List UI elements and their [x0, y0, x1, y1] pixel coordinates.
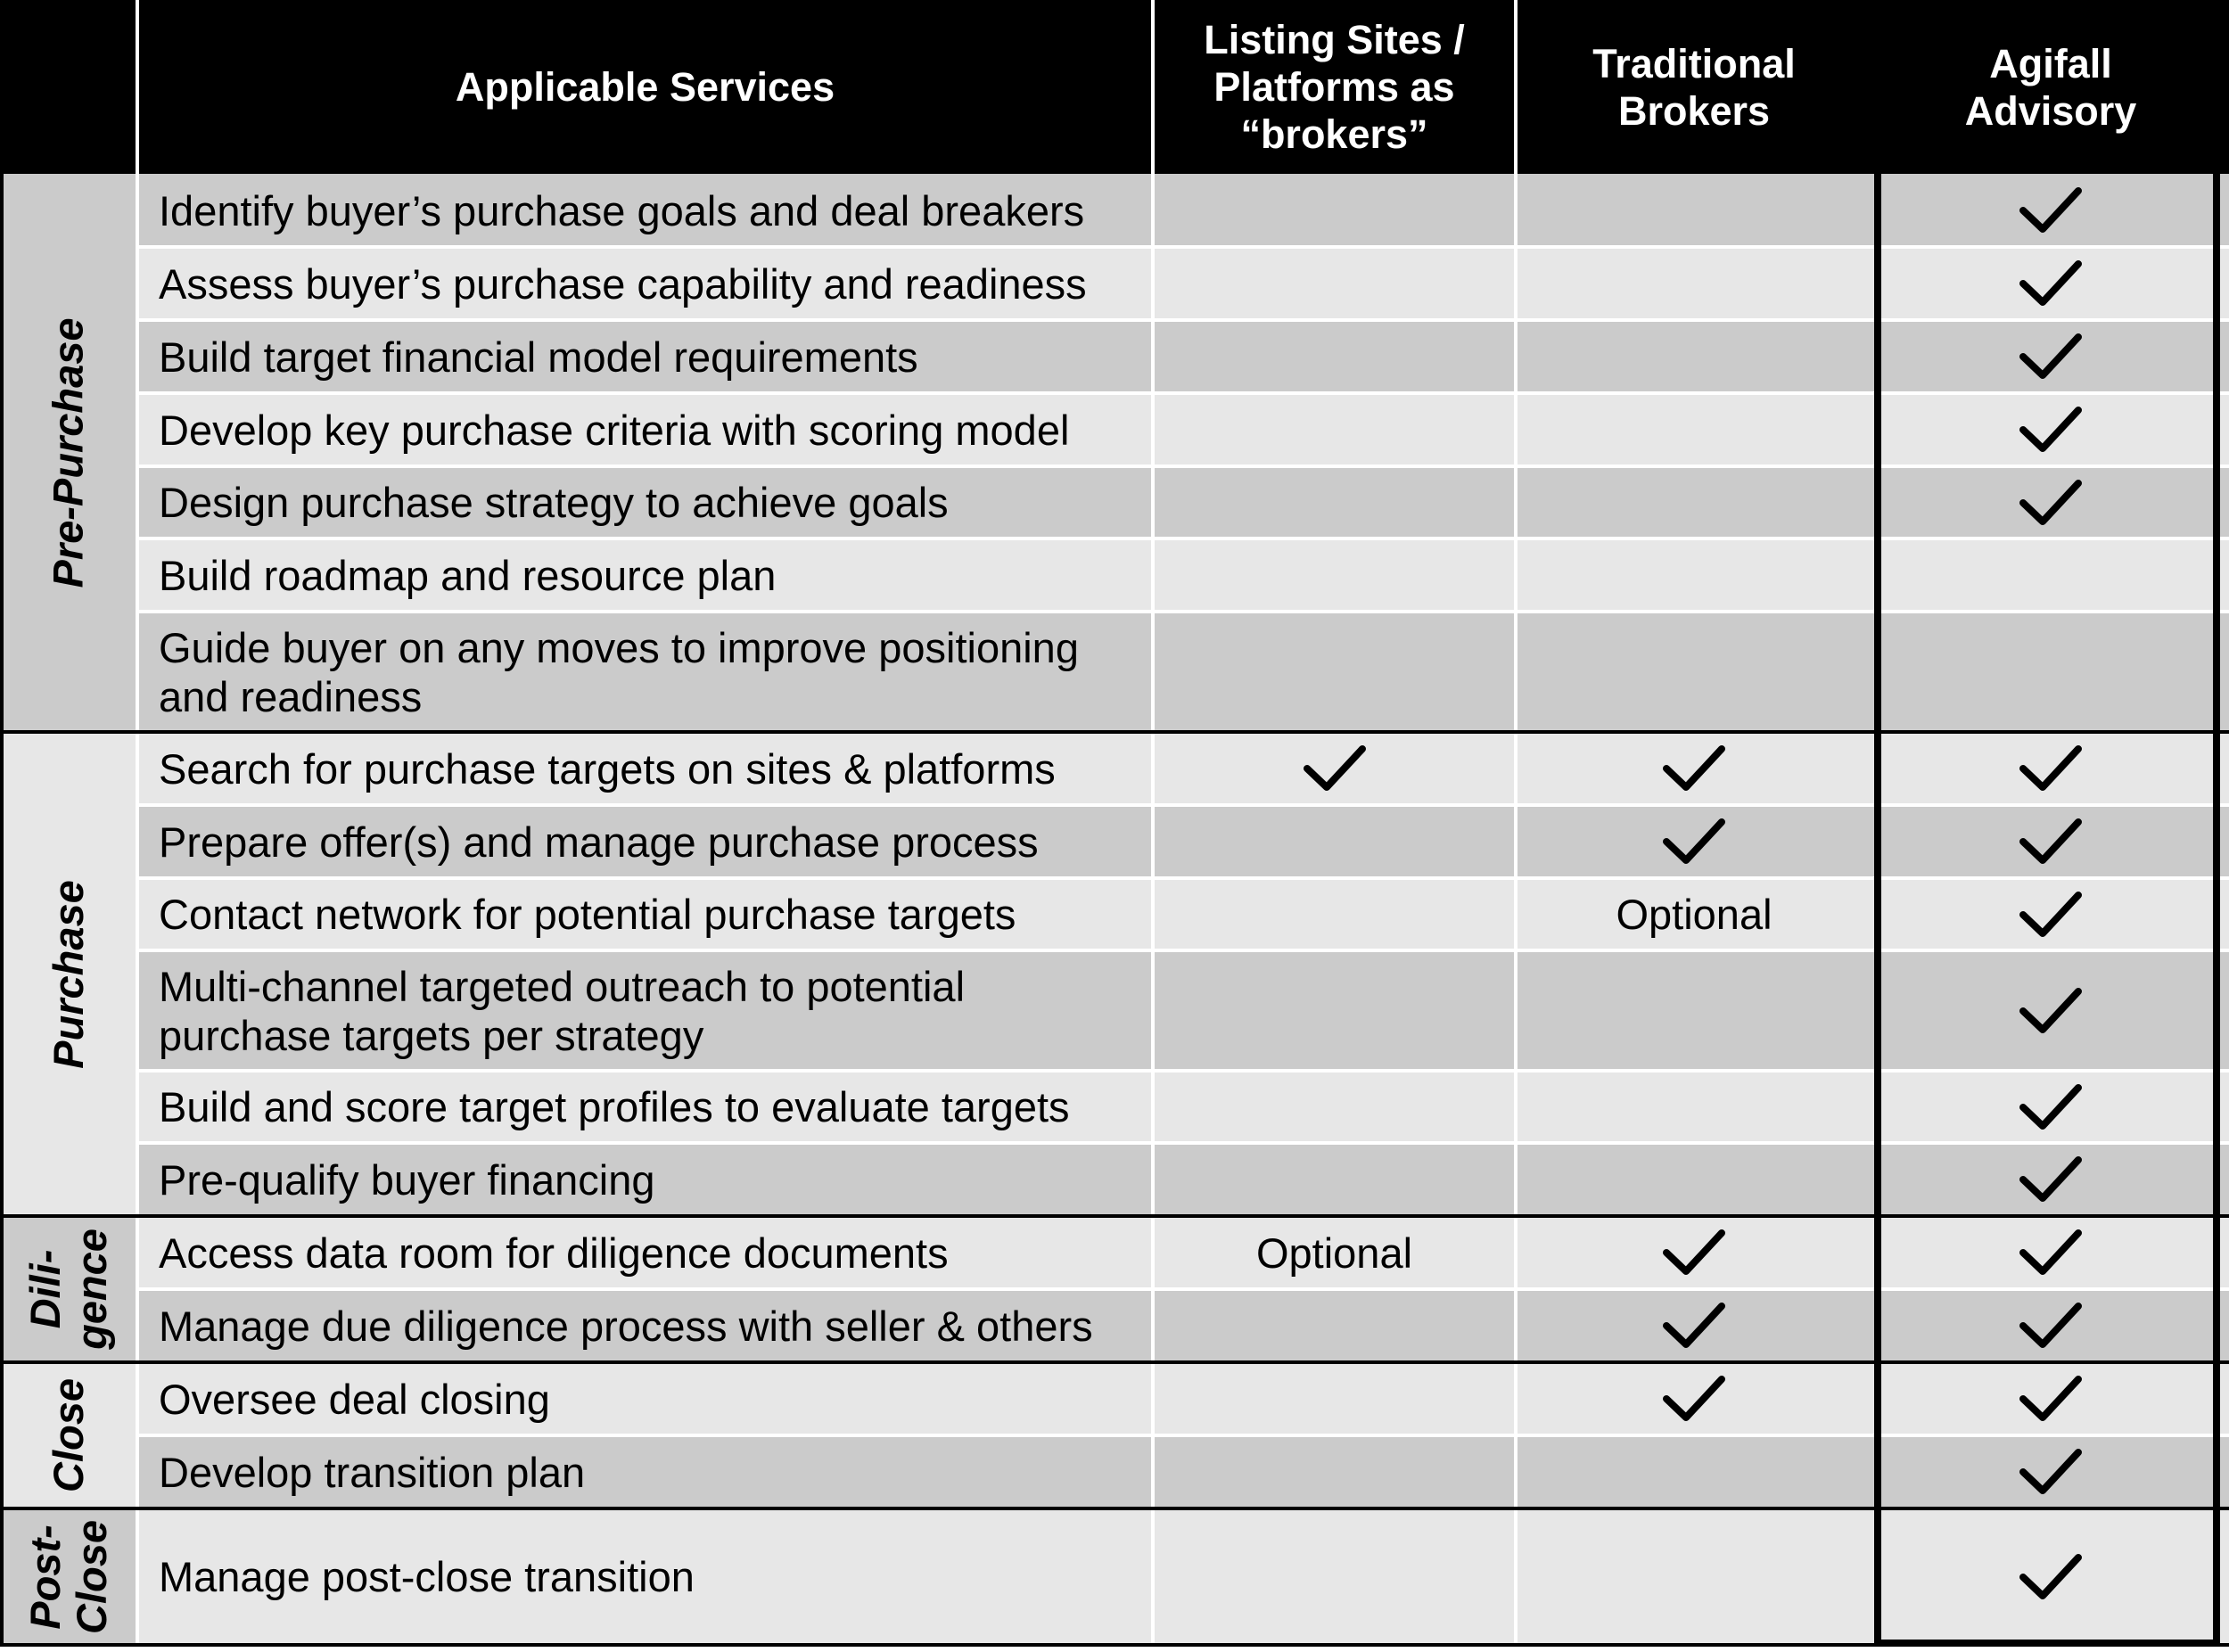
checkmark-icon — [1662, 744, 1726, 793]
service-cell — [137, 1508, 1153, 1645]
phase-separator-overlay — [137, 1360, 2229, 1364]
brokers-cell — [1516, 1216, 1872, 1289]
header-applicable-services — [137, 0, 1153, 174]
service-cell — [137, 805, 1153, 878]
listing-cell — [1153, 1435, 1516, 1508]
agifall-cell — [1872, 174, 2229, 247]
row-divider — [137, 949, 2229, 952]
service-text — [159, 962, 965, 1060]
listing-cell — [1153, 1508, 1516, 1645]
service-cell — [137, 393, 1153, 466]
service-text-line: Oversee deal closing — [159, 1375, 550, 1423]
header-label-line: Agifall — [1989, 40, 2112, 86]
header-label-line: Advisory — [1964, 87, 2137, 134]
service-text-line: purchase targets per strategy — [159, 1011, 704, 1059]
brokers-value: Optional — [1616, 891, 1773, 938]
listing-cell — [1153, 878, 1516, 950]
row-divider — [137, 245, 2229, 249]
phase-label — [45, 880, 92, 1069]
service-text — [159, 1155, 654, 1204]
brokers-cell — [1516, 732, 1872, 805]
phase-cell — [0, 1216, 137, 1362]
service-text — [159, 1552, 695, 1601]
service-text — [159, 1229, 949, 1278]
service-text-line: Build roadmap and resource plan — [159, 551, 777, 599]
service-cell — [137, 878, 1153, 950]
listing-cell — [1153, 466, 1516, 538]
row-divider — [137, 803, 2229, 807]
service-text — [159, 818, 1039, 867]
table-bottom-border — [0, 1643, 2229, 1647]
row-divider — [137, 464, 2229, 468]
listing-cell — [1153, 1216, 1516, 1289]
checkmark-icon — [1662, 1374, 1726, 1424]
service-cell — [137, 1216, 1153, 1289]
listing-cell — [1153, 612, 1516, 732]
brokers-cell — [1516, 878, 1872, 950]
phase-separator-overlay — [137, 730, 2229, 734]
agifall-cell — [1872, 612, 2229, 732]
agifall-cell — [1872, 320, 2229, 393]
header-phase-cell — [0, 0, 137, 174]
service-text — [159, 259, 1087, 308]
phase-label-line: Dili- — [21, 1249, 69, 1329]
service-text-line: Prepare offer(s) and manage purchase process — [159, 818, 1039, 866]
checkmark-icon — [2019, 1228, 2083, 1278]
row-divider — [137, 391, 2229, 395]
brokers-cell — [1516, 1362, 1872, 1435]
phase-label-line: gence — [68, 1229, 115, 1350]
service-text-line: Identify buyer’s purchase goals and deal breakers — [159, 186, 1085, 234]
phase-label-line: Close — [45, 1378, 92, 1492]
agifall-column-border — [1874, 174, 1881, 1645]
listing-cell — [1153, 320, 1516, 393]
agifall-cell — [1872, 950, 2229, 1071]
service-text-line: Develop transition plan — [159, 1448, 586, 1496]
row-divider — [137, 1434, 2229, 1437]
listing-value: Optional — [1255, 1229, 1413, 1277]
agifall-column-border — [2213, 174, 2220, 1645]
checkmark-icon — [2019, 1301, 2083, 1351]
agifall-cell — [1872, 1435, 2229, 1508]
checkmark-icon — [2019, 890, 2083, 940]
service-cell — [137, 732, 1153, 805]
service-text — [159, 623, 1079, 721]
service-text-line: Assess buyer’s purchase capability and readiness — [159, 259, 1087, 308]
service-cell — [137, 1071, 1153, 1143]
listing-cell — [1153, 1362, 1516, 1435]
checkmark-icon — [1303, 744, 1367, 793]
service-text — [159, 406, 1069, 455]
header-label — [1592, 40, 1796, 135]
service-text-line: Manage post-close transition — [159, 1553, 695, 1600]
brokers-cell — [1516, 320, 1872, 393]
service-text — [159, 1082, 1070, 1131]
phase-label — [45, 317, 92, 588]
service-cell — [137, 612, 1153, 732]
agifall-cell — [1872, 805, 2229, 878]
service-text — [159, 1375, 550, 1424]
phase-label-line: Close — [68, 1519, 115, 1634]
service-text-line: Multi-channel targeted outreach to potential — [159, 962, 966, 1010]
agifall-cell — [1872, 1362, 2229, 1435]
brokers-cell — [1516, 538, 1872, 612]
service-cell — [137, 950, 1153, 1071]
service-text — [159, 186, 1084, 235]
row-divider — [137, 1287, 2229, 1291]
listing-cell — [1153, 174, 1516, 247]
service-text-line: Pre-qualify buyer financing — [159, 1155, 655, 1204]
agifall-cell — [1872, 1071, 2229, 1143]
agifall-cell — [1872, 466, 2229, 538]
checkmark-icon — [2019, 332, 2083, 382]
row-divider — [137, 876, 2229, 880]
listing-cell — [1153, 538, 1516, 612]
header-listing-sites — [1153, 0, 1516, 174]
service-cell — [137, 466, 1153, 538]
agifall-cell — [1872, 1216, 2229, 1289]
phase-label-line: Pre-Purchase — [45, 317, 93, 588]
listing-cell — [1153, 805, 1516, 878]
service-text-line: Manage due diligence process with seller & others — [159, 1302, 1093, 1350]
header-traditional-brokers — [1516, 0, 1872, 174]
phase-separator-overlay — [137, 1214, 2229, 1218]
brokers-cell — [1516, 805, 1872, 878]
listing-cell — [1153, 1289, 1516, 1362]
service-text — [159, 1302, 1093, 1351]
service-text-line: Access data room for diligence documents — [159, 1229, 949, 1277]
checkmark-icon — [2019, 986, 2083, 1036]
checkmark-icon — [2019, 1155, 2083, 1204]
row-divider — [137, 1069, 2229, 1073]
service-cell — [137, 174, 1153, 247]
checkmark-icon — [2019, 744, 2083, 793]
checkmark-icon — [1662, 1228, 1726, 1278]
checkmark-icon — [2019, 259, 2083, 308]
brokers-cell — [1516, 1143, 1872, 1216]
brokers-cell — [1516, 1071, 1872, 1143]
checkmark-icon — [2019, 405, 2083, 455]
header-label-line: Platforms as — [1213, 64, 1455, 110]
checkmark-icon — [1662, 817, 1726, 867]
service-cell — [137, 247, 1153, 320]
listing-cell — [1153, 950, 1516, 1071]
agifall-cell — [1872, 1143, 2229, 1216]
agifall-cell — [1872, 247, 2229, 320]
listing-cell — [1153, 393, 1516, 466]
listing-cell — [1153, 732, 1516, 805]
phase-label — [22, 1520, 115, 1634]
brokers-cell — [1516, 612, 1872, 732]
service-text — [159, 333, 918, 382]
header-label — [1965, 40, 2137, 135]
phase-label-line: Post- — [21, 1524, 69, 1630]
service-text-line: Design purchase strategy to achieve goals — [159, 479, 949, 526]
header-label — [1204, 16, 1465, 158]
listing-cell — [1153, 247, 1516, 320]
row-divider — [137, 1141, 2229, 1145]
header-label-line: Brokers — [1617, 87, 1771, 134]
phase-cell — [0, 174, 137, 732]
agifall-cell — [1872, 393, 2229, 466]
brokers-cell — [1516, 1435, 1872, 1508]
checkmark-icon — [2019, 1447, 2083, 1497]
agifall-cell — [1872, 1508, 2229, 1645]
checkmark-icon — [2019, 185, 2083, 235]
service-text-line: Build and score target profiles to evaluate targets — [159, 1083, 1070, 1130]
agifall-cell — [1872, 1289, 2229, 1362]
service-cell — [137, 1435, 1153, 1508]
service-text-line: Guide buyer on any moves to improve positioning — [159, 623, 1079, 671]
phase-separator-overlay — [137, 1507, 2229, 1510]
brokers-cell — [1516, 393, 1872, 466]
phase-label-line: Purchase — [45, 879, 92, 1069]
agifall-cell — [1872, 878, 2229, 950]
service-cell — [137, 320, 1153, 393]
service-text-line: Contact network for potential purchase targets — [159, 891, 1016, 938]
header-agifall-advisory — [1872, 0, 2229, 174]
phase-cell — [0, 732, 137, 1216]
header-label-line: Listing Sites / — [1204, 17, 1465, 62]
service-cell — [137, 1143, 1153, 1216]
service-text — [159, 744, 1056, 793]
checkmark-icon — [2019, 478, 2083, 528]
brokers-cell — [1516, 1289, 1872, 1362]
service-cell — [137, 538, 1153, 612]
service-cell — [137, 1362, 1153, 1435]
phase-label — [45, 1378, 92, 1492]
header-label-line: Traditional — [1592, 40, 1796, 86]
brokers-cell — [1516, 247, 1872, 320]
checkmark-icon — [2019, 817, 2083, 867]
checkmark-icon — [2019, 1374, 2083, 1424]
phase-label — [22, 1229, 115, 1350]
phase-cell — [0, 1362, 137, 1508]
phase-cell — [0, 1508, 137, 1645]
brokers-cell — [1516, 174, 1872, 247]
service-text-line: and readiness — [159, 672, 423, 720]
checkmark-icon — [2019, 1082, 2083, 1132]
brokers-cell — [1516, 466, 1872, 538]
listing-cell — [1153, 1071, 1516, 1143]
row-divider — [137, 610, 2229, 613]
service-text — [159, 478, 949, 527]
service-text — [159, 551, 776, 600]
checkmark-icon — [1662, 1301, 1726, 1351]
header-label-line: “brokers” — [1240, 111, 1428, 157]
service-text-line: Build target financial model requirements — [159, 333, 918, 381]
service-text — [159, 890, 1016, 939]
service-text-line: Develop key purchase criteria with scoring model — [159, 406, 1070, 454]
brokers-cell — [1516, 950, 1872, 1071]
listing-cell — [1153, 1143, 1516, 1216]
brokers-cell — [1516, 1508, 1872, 1645]
service-text — [159, 1448, 585, 1497]
row-divider — [137, 318, 2229, 322]
service-text-line: Search for purchase targets on sites & platforms — [159, 744, 1056, 793]
checkmark-icon — [2019, 1552, 2083, 1602]
agifall-cell — [1872, 732, 2229, 805]
row-divider — [137, 537, 2229, 540]
service-cell — [137, 1289, 1153, 1362]
agifall-cell — [1872, 538, 2229, 612]
header-label: Applicable Services — [455, 64, 835, 110]
table-left-border — [0, 0, 4, 1645]
